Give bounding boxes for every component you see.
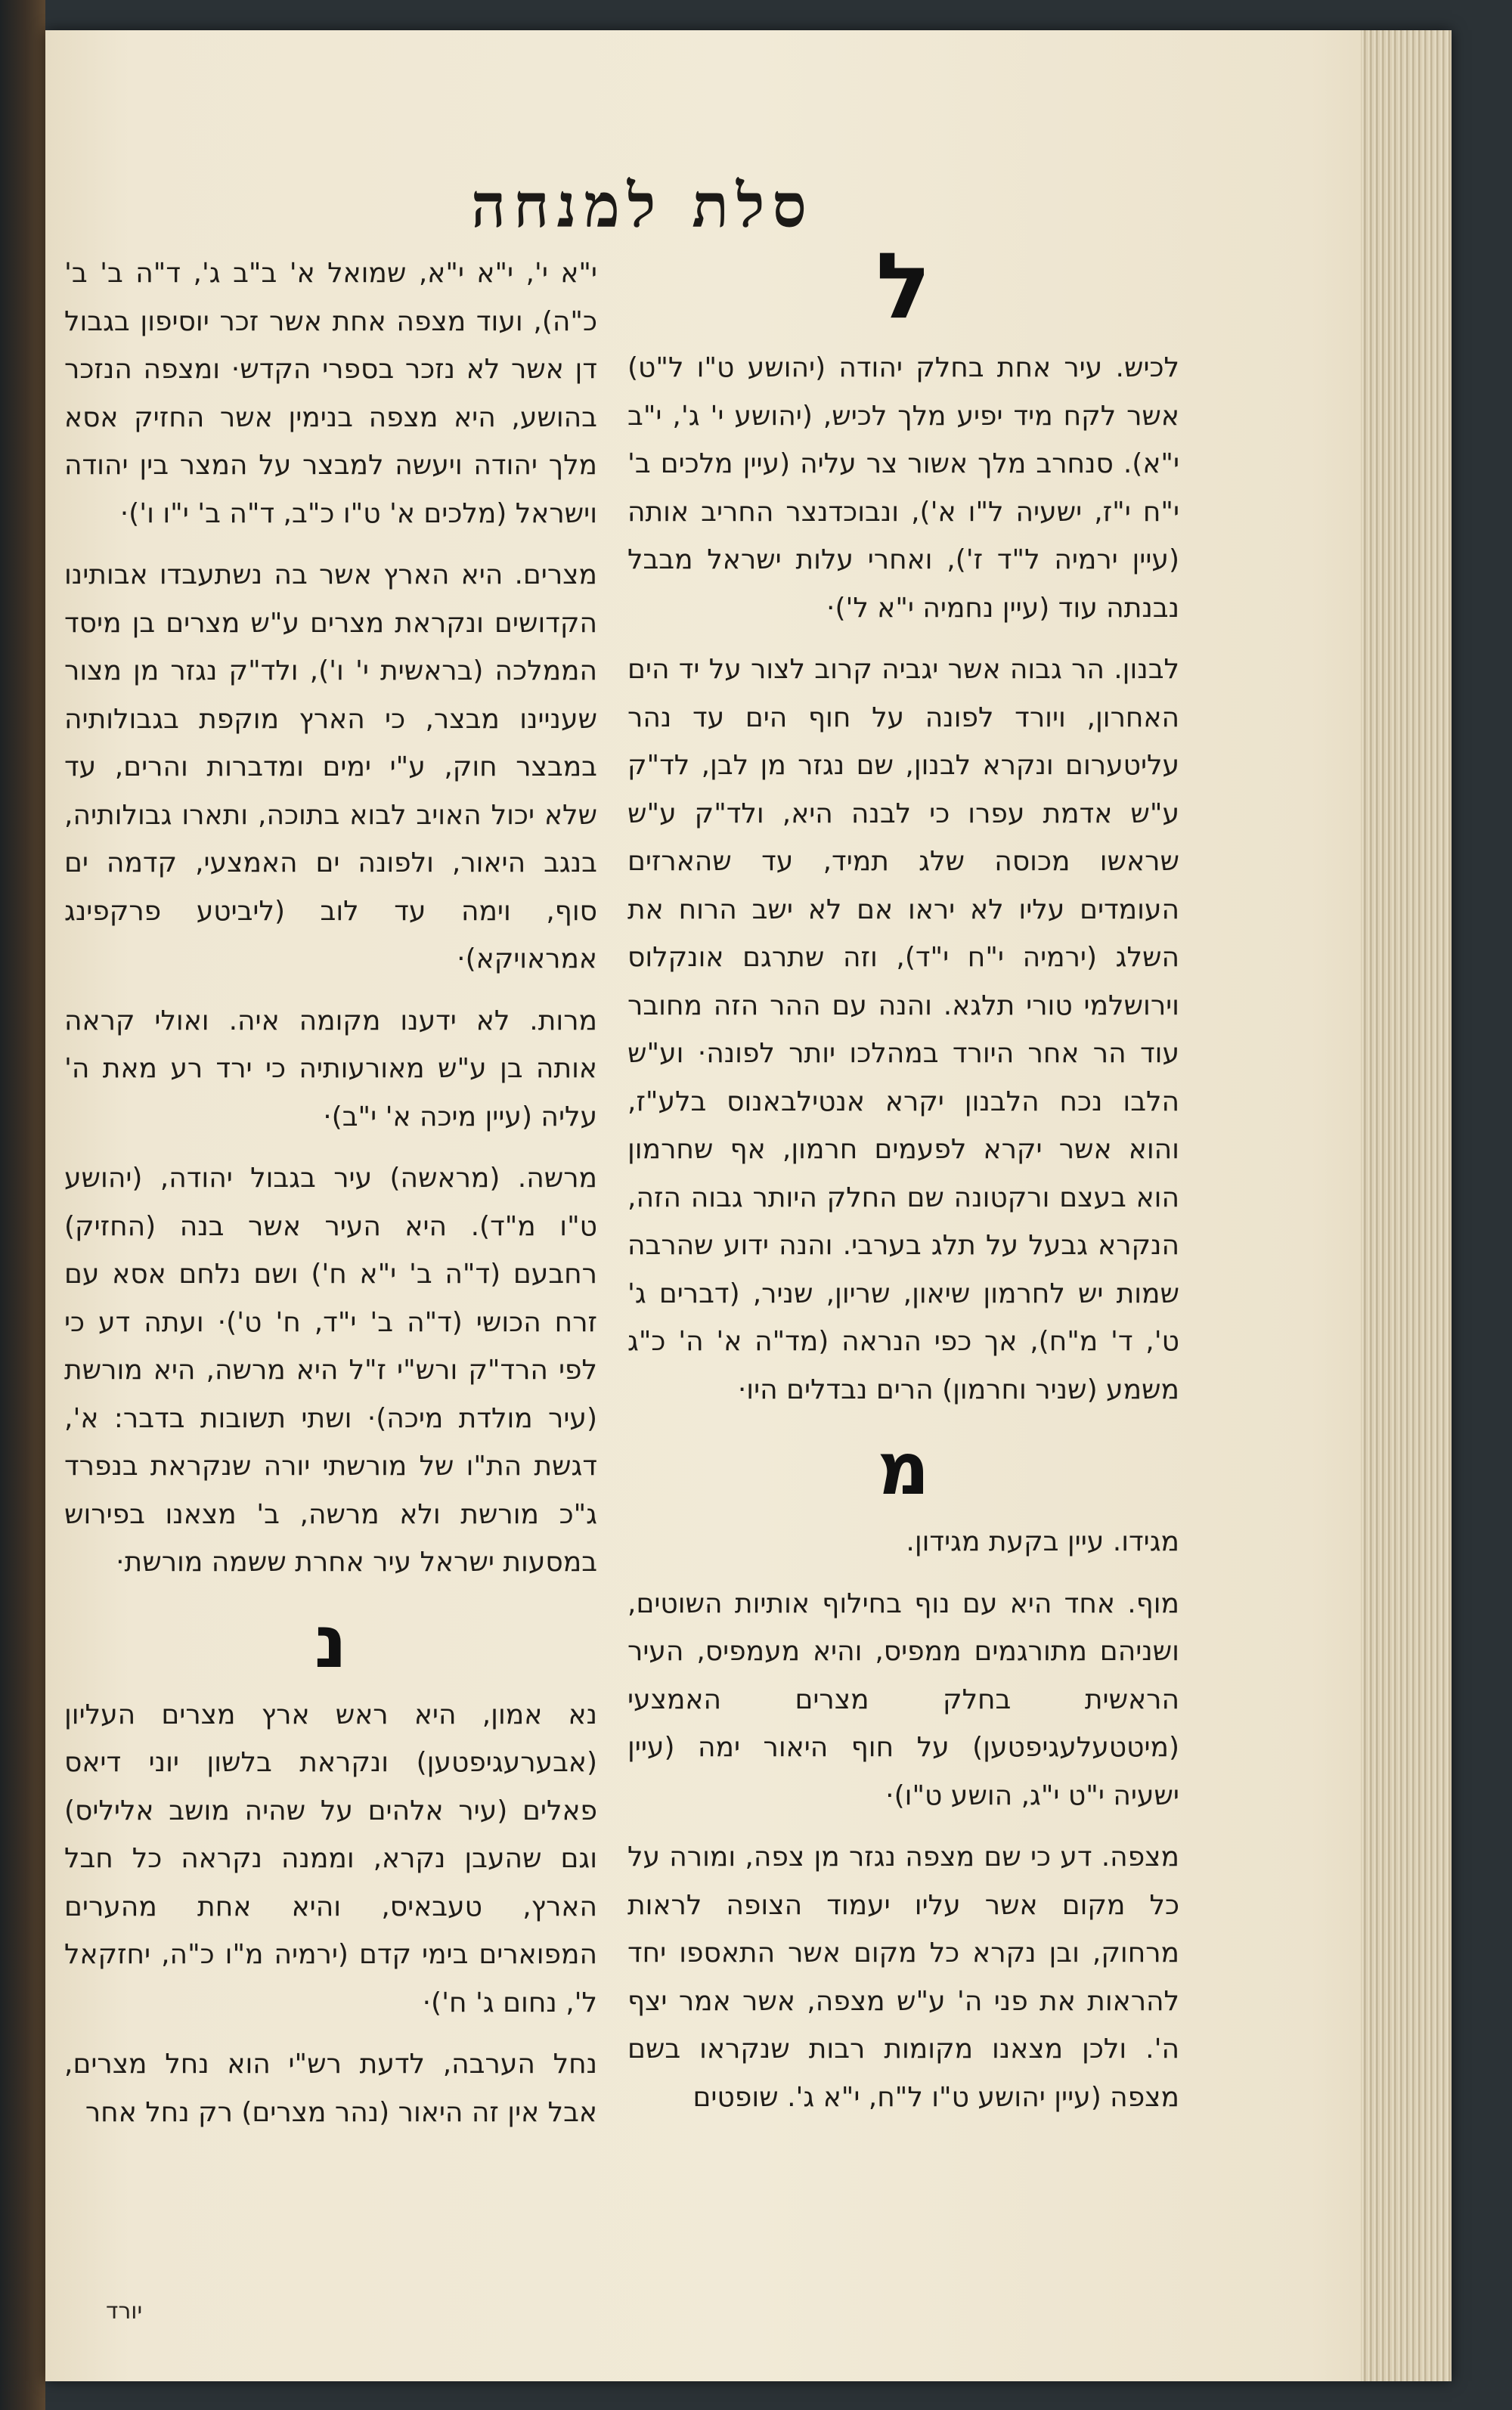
right-column [627,234,1179,2135]
left-column [64,249,597,2150]
running-header: סלת למנחה [471,170,814,241]
catchword: יורד [106,2298,143,2325]
book-binding [0,0,45,2410]
entry-mizpah: מצפה. דע כי שם מצפה נגזר מן צפה, ומורה על כל מקום אשר עליו יעמוד הצופה לראות מרחוק, ובן נקרא כל מקום אשר התאספו יחד להראות את פני ה' ע"ש מצפה, אשר אמר יצף ה'. ולכן מצאנו מקומות רבות שנקראו בשם מצפה (עיין יהושע ט"ו ל"ח, י"א ג'. שופטים [627,1842,1179,2113]
entry-no-amon: נא אמון, היא ראש ארץ מצרים העליון (אבערעגיפטען) ונקראת בלשון יוני דיאס פאלים (עיר אלהים על שהיה מושב אליליס) וגם שהעבן נקרא, וממנה נקראה כל חבל הארץ, טעבאיס, והיא אחת מהערים המפוארים בימי קדם (ירמיה מ"ו כ"ה, יחזקאל ל', נחום ג' ח')· [64,1699,597,2018]
entry-maroth: מרות. לא ידענו מקומה איה. ואולי קראה אותה בן ע"ש מאורעותיה כי ירד רע מאת ה' עליה (עיין מיכה א' י"ב)· [64,1005,597,1132]
entry-nahal-haarava: נחל הערבה, לדעת רש"י הוא נחל מצרים, אבל אין זה היאור (נהר מצרים) רק נחל אחר [64,2049,597,2128]
entry-mareshah: מרשה. (מראשה) עיר בגבול יהודה, (יהושע ט"ו מ"ד). היא העיר אשר בנה (החזיק) רחבעם (ד"ה ב' י"א ח') ושם נלחם אסא עם זרח הכושי (ד"ה ב' י"ד, ח' ט')· ועתה דע כי לפי הרד"ק ורש"י ז"ל היא מרשה, היא מורשת (עיר מולדת מיכה)· ושתי תשובות בדבר: א', דגשת הת"ו של מורשתי יורה שנקראת בנפרד ג"כ מורשת ולא מרשה, ב' מצאנו בפירוש במסעות ישראל עיר אחרת ששמה מורשת· [64,1163,597,1578]
entry-lachish: לכיש. עיר אחת בחלק יהודה (יהושע ט"ו ל"ט) אשר לקח מיד יפיע מלך לכיש, (יהושע י' ג', י"ב י"א). סנחרב מלך אשור צר עליה (עיין מלכים ב' י"ח י"ז, ישעיה ל"ו א'), ונבוכדנצר החריב אותה (עיין ירמיה ל"ד ז'), ואחרי עלות ישראל מבבל נבנתה עוד (עיין נחמיה י"א ל')· [627,352,1179,624]
section-letter-mem: מ [877,1426,930,1511]
entry-mizpah-cont: י"א י', י"א י"א, שמואל א' ב"ב ג', ד"ה ב' ב' כ"ה), ועוד מצפה אחת אשר זכר יוסיפון בגבול דן אשר לא נזכר בספרי הקדש· ומצפה הנזכר בהושע, היא מצפה בנימין אשר החזיק אסא מלך יהודה ויעשה למבצר על המצר בין יהודה וישראל (מלכים א' ט"ו כ"ב, ד"ה ב' י"ו ו')· [64,258,597,529]
page-edges [1361,30,1452,2381]
entry-egypt: מצרים. היא הארץ אשר בה נשתעבדו אבותינו הקדושים ונקראת מצרים ע"ש מצרים בן מיסד הממלכה (בראשית י' ו'), ולד"ק נגזר מן מצור שעניינו מבצר, כי הארץ מוקפת בגבולותיה במבצר חוק, ע"י ימים ומדברות והרים, עד שלא יכול האויב לבוא בתוכה, ותארו גבולותיה, בנגב היאור, ולפונה ים האמצעי, קדמה ים סוף, וימה עד לוב (ליביטע פרקפינג אמראויקא)· [64,559,597,974]
entry-lebanon: לבנון. הר גבוה אשר יגביה קרוב לצור על יד הים האחרון, ויורד לפונה על חוף הים עד נהר עליטערום ונקרא לבנון, שם נגזר מן לבן, לד"ק ע"ש אדמת עפרו כי לבנה היא, ולד"ק ע"ש שראשו מכוסה שלג תמיד, עד שהארזים העומדים עליו לא יראו אם לא ישב הרוח את השלג (ירמיה י"ח י"ד), וזה שתרגם אונקלוס וירושלמי טורי תלגא. והנה עם ההר הזה מחובר עוד הר אחר היורד במהלכו יותר לפונה· וע"ש הלבו נכח הלבנון יקרא אנטילבאנוס בלע"ז, והוא אשר יקרא לפעמים חרמון, אף שחרמון הוא בעצם ורקטונה שם החלק היותר גבוה הזה, הנקרא גבעל על תלג בערבי. והנה ידוע שהרבה שמות יש לחרמון שיאון, שריון, שניר, (דברים ג' ט', ד' מ"ח), אך כפי הנראה (מד"ה א' ה' כ"ג משמע (שניר וחרמון) הרים נבדלים היו· [627,654,1179,1405]
entry-moph: מוף. אחד היא עם נוף בחילוף אותיות השוטים, ושניהם מתורגמים ממפיס, והיא מעמפיס, העיר הראשית בחלק מצרים האמצעי (מיטטעלעגיפטען) על חוף היאור ימה (עיין ישעיה י"ט י"ג, הושע ט"ו)· [627,1588,1179,1811]
section-letter-nun: נ [314,1599,348,1684]
section-letter-lamed: ל [875,234,931,339]
entry-megiddo: מגידו. עיין בקעת מגידון. [906,1526,1179,1557]
